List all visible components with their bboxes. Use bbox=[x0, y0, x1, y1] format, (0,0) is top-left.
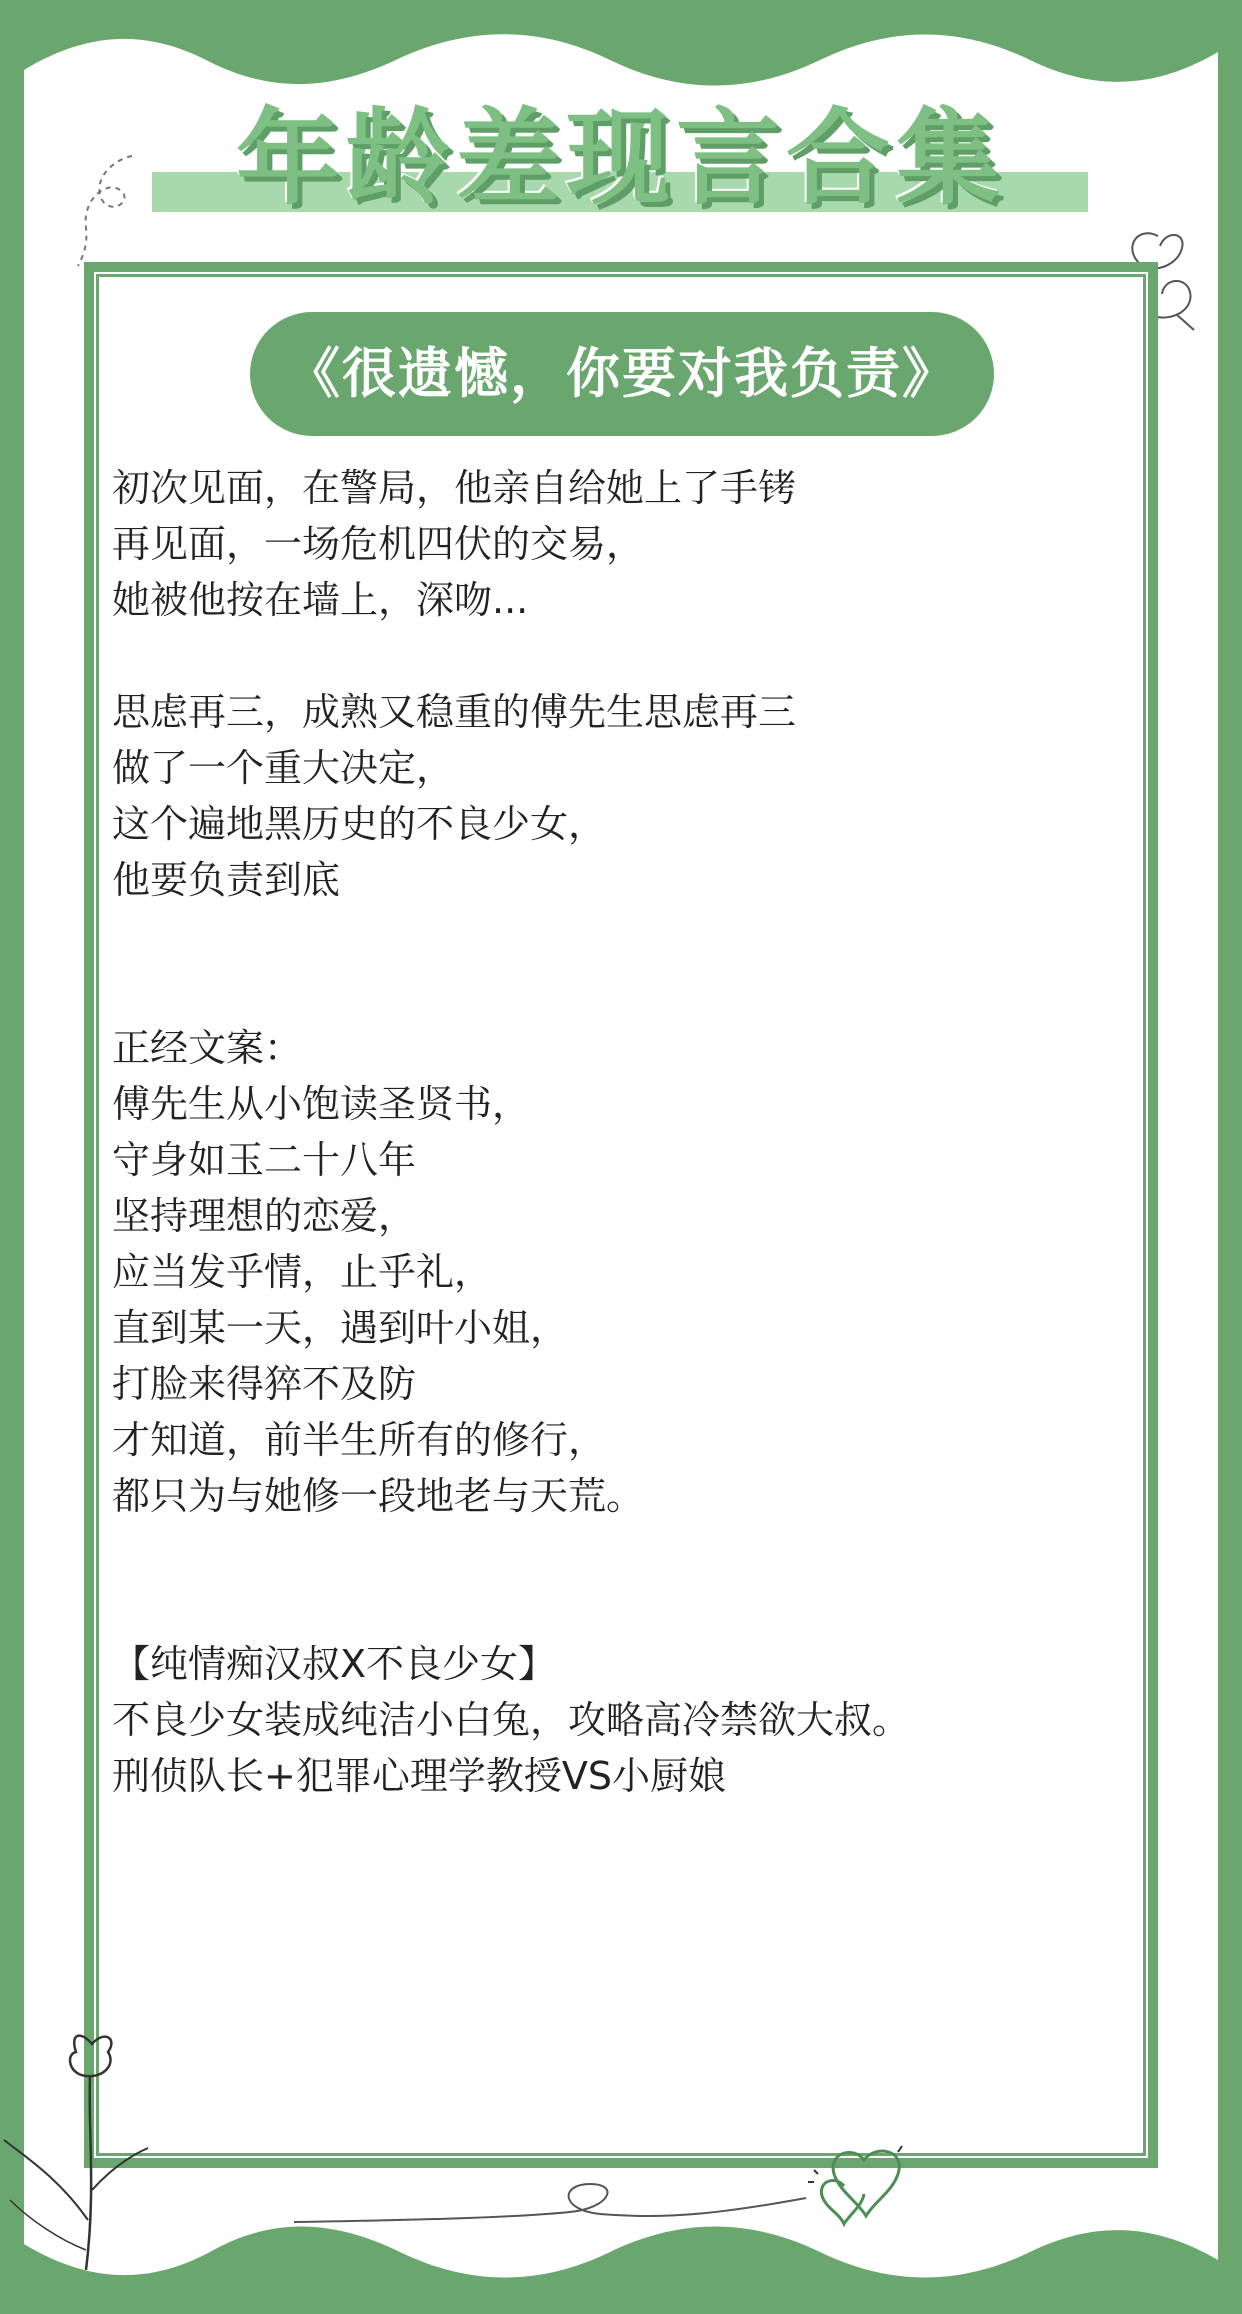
intro-line: 傅先生从小饱读圣贤书， bbox=[112, 1082, 531, 1126]
intro-blank-line bbox=[112, 908, 1112, 964]
intro-line: 坚持理想的恋爱， bbox=[112, 1194, 417, 1238]
intro-line: 【纯情痴汉叔X不良少女】 bbox=[112, 1642, 557, 1686]
intro-line: 这个遍地黑历史的不良少女， bbox=[112, 802, 607, 846]
intro-line: 思虑再三，成熟又稳重的傅先生思虑再三 bbox=[112, 690, 797, 734]
intro-line: 直到某一天，遇到叶小姐， bbox=[112, 1306, 569, 1350]
book-title-badge: 《很遗憾，你要对我负责》 bbox=[250, 312, 994, 436]
intro-line: 应当发乎情，止乎礼， bbox=[112, 1250, 493, 1294]
intro-line: 再见面，一场危机四伏的交易， bbox=[112, 522, 645, 566]
book-intro bbox=[112, 460, 1112, 1804]
intro-blank-line bbox=[112, 1580, 1112, 1636]
dotted-swirl-icon bbox=[72, 150, 152, 270]
intro-line: 她被他按在墙上，深吻... bbox=[112, 578, 529, 622]
intro-blank-line bbox=[112, 964, 1112, 1020]
intro-line: 正经文案： bbox=[112, 1026, 303, 1070]
tulip-icon bbox=[0, 2020, 170, 2280]
double-heart-icon bbox=[806, 2140, 916, 2230]
intro-line: 他要负责到底 bbox=[112, 858, 341, 902]
intro-line: 不良少女装成纯洁小白兔，攻略高冷禁欲大叔。 bbox=[112, 1698, 911, 1742]
intro-blank-line bbox=[112, 628, 1112, 684]
intro-line: 做了一个重大决定， bbox=[112, 746, 455, 790]
intro-line: 守身如玉二十八年 bbox=[112, 1138, 417, 1182]
intro-line: 初次见面，在警局，他亲自给她上了手铐 bbox=[112, 466, 797, 510]
intro-line: 都只为与她修一段地老与天荒。 bbox=[112, 1474, 645, 1518]
intro-line: 才知道，前半生所有的修行， bbox=[112, 1418, 607, 1462]
intro-line: 打脸来得猝不及防 bbox=[112, 1362, 417, 1406]
intro-line: 刑侦队长+犯罪心理学教授VS小厨娘 bbox=[112, 1754, 726, 1798]
page-title: 年龄差现言合集 bbox=[235, 97, 1006, 219]
swirl-line bbox=[290, 2170, 810, 2240]
intro-blank-line bbox=[112, 1524, 1112, 1580]
